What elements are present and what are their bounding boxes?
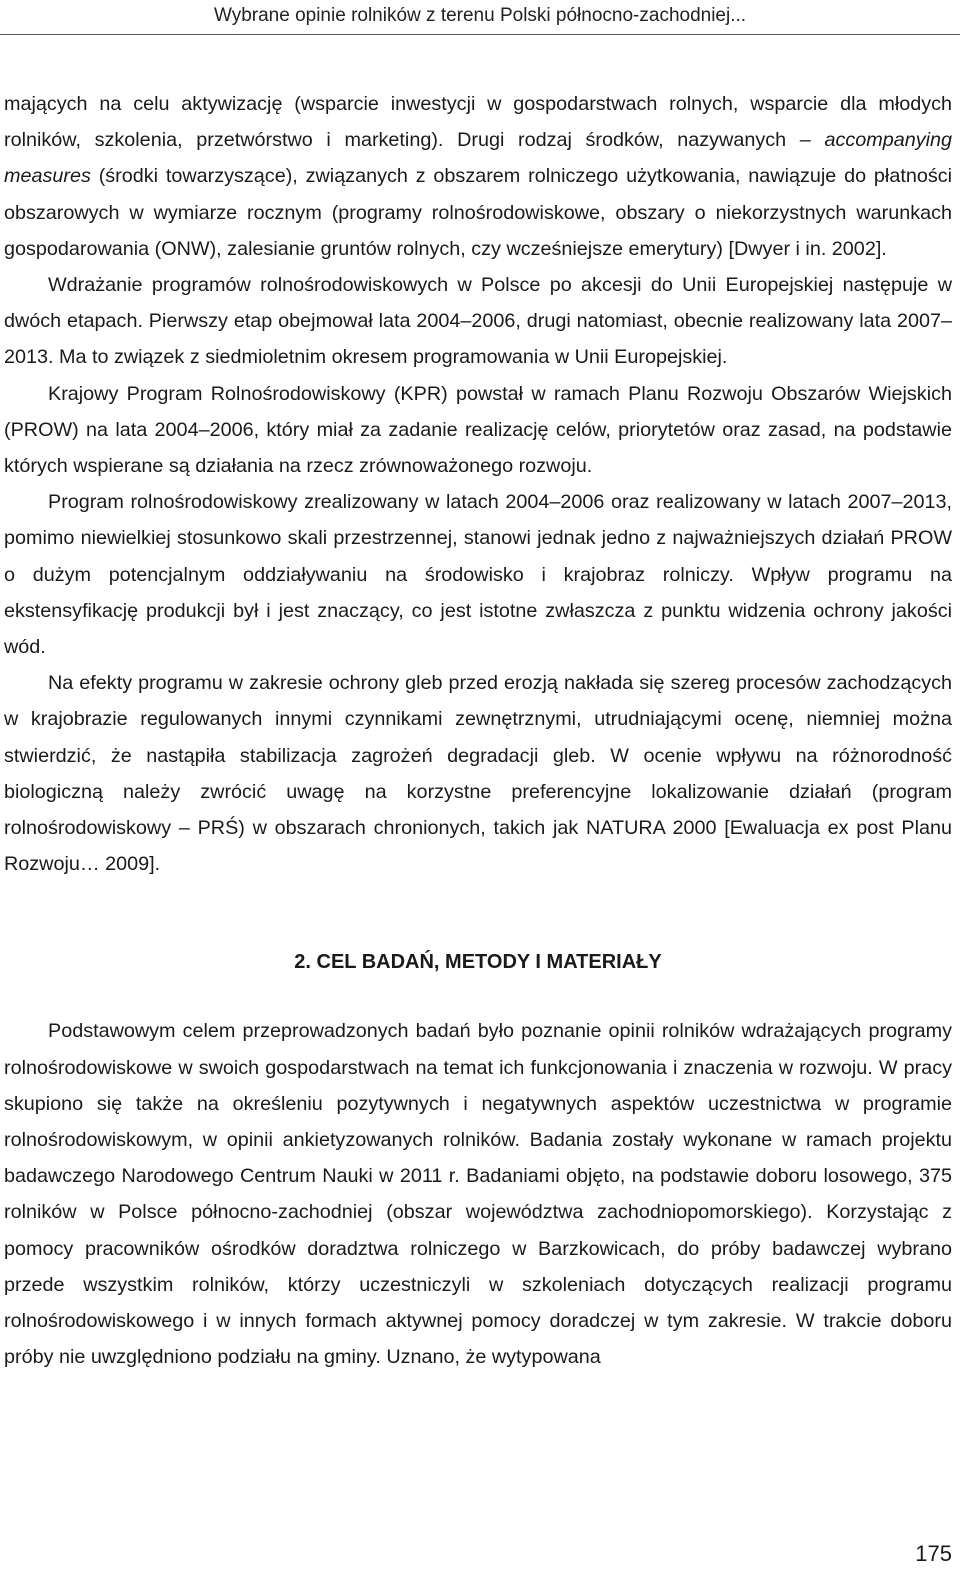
paragraph-research-goal: Podstawowym celem przeprowadzonych badań było poznanie opinii rolników wdrażających programy rolnośrodowiskowe w swoich gospodarstwach na temat ich funkcjonowania i znaczenia w rozwoju. W pracy skupiono się także na określeniu pozytywnych i negatywnych aspektów uczestnictwa w programie rolnośrodowiskowym, w opinii ankietyzowanych rolników. Badania zostały wykonane w ramach projektu badawczego Narodowego Centrum Nauki w 2011 r. Badaniami objęto, na podstawie doboru losowego, 375 rolników w Polsce północno-zachodniej (obszar województwa zachodniopomorskiego). Korzystając z pomocy pracowników ośrodków doradztwa rolniczego w Barzkowicach, do próby badawczej wybrano przede wszystkim rolników, którzy uczestniczyli w szkoleniach dotyczących realizacji programu rolnośrodowiskowego i w innych formach aktywnej pomocy doradczej w tym zakresie. W trakcie doboru próby nie uwzględniono podziału na gminy. Uznano, że wytypowana: [4, 1020, 952, 1369]
running-header: [0, 0, 960, 35]
paragraph-soil-protection: Na efekty programu w zakresie ochrony gleb przed erozją nakłada się szereg procesów zachodzących w krajobrazie regulowanych innymi czynnikami zewnętrznymi, utrudniającymi ocenę, niemniej można stwierdzić, że nastąpiła stabilizacja zagrożeń degradacji gleb. W ocenie wpływu na różnorodność biologiczną należy zwrócić uwagę na korzystne preferencyjne lokalizowanie działań (program rolnośrodowiskowy – PRŚ) w obszarach chronionych, takich jak NATURA 2000 [Ewaluacja ex post Planu Rozwoju… 2009].: [4, 672, 952, 876]
section-heading: 2. CEL BADAŃ, METODY I MATERIAŁY: [294, 951, 662, 974]
page-number: 175: [915, 1541, 952, 1566]
running-header-title: Wybrane opinie rolników z terenu Polski północno-zachodniej...: [213, 5, 747, 26]
paragraph-program-effects: Program rolnośrodowiskowy zrealizowany w latach 2004–2006 oraz realizowany w latach 2007–2013, pomimo niewielkiej stosunkowo skali przestrzennej, stanowi jednak jedno z najważniejszych działań PROW o dużym potencjalnym oddziaływaniu na środowisko i krajobraz rolniczy. Wpływ programu na ekstensyfikację produkcji był i jest znaczący, co jest istotne zwłaszcza z punktu widzenia ochrony jakości wód.: [4, 491, 952, 659]
paragraph-text: mających na celu aktywizację (wsparcie inwestycji w gospodarstwach rolnych, wsparcie dla młodych rolników, szkolenia, przetwórstwo i marketing). Drugi rodzaj środków, nazywanych –: [4, 93, 952, 152]
paragraph-continuation: [4, 86, 952, 267]
paragraph-text: (środki towarzyszące), związanych z obszarem rolniczego użytkowania, nawiązuje do płatności obszarowych w wymiarze rocznym (programy rolnośrodowiskowe, obszary o niekorzystnych warunkach gospodarowania (ONW), zalesianie gruntów rolnych, czy wcześniejsze emerytury) [Dwyer i in. 2002].: [4, 165, 952, 260]
page-body: [4, 86, 952, 1376]
paragraph-kpr: Krajowy Program Rolnośrodowiskowy (KPR) powstał w ramach Planu Rozwoju Obszarów Wiejskich (PROW) na lata 2004–2006, który miał za zadanie realizację celów, priorytetów oraz zasad, na podstawie których wspierane są działania na rzecz zrównoważonego rozwoju.: [4, 382, 952, 478]
italic-term: accompanying measures: [4, 129, 952, 188]
paragraph-implementation: Wdrażanie programów rolnośrodowiskowych w Polsce po akcesji do Unii Europejskiej następuje w dwóch etapach. Pierwszy etap obejmował lata 2004–2006, drugi natomiast, obecnie realizowany lata 2007–2013. Ma to związek z siedmioletnim okresem programowania w Unii Europejskiej.: [4, 274, 952, 369]
